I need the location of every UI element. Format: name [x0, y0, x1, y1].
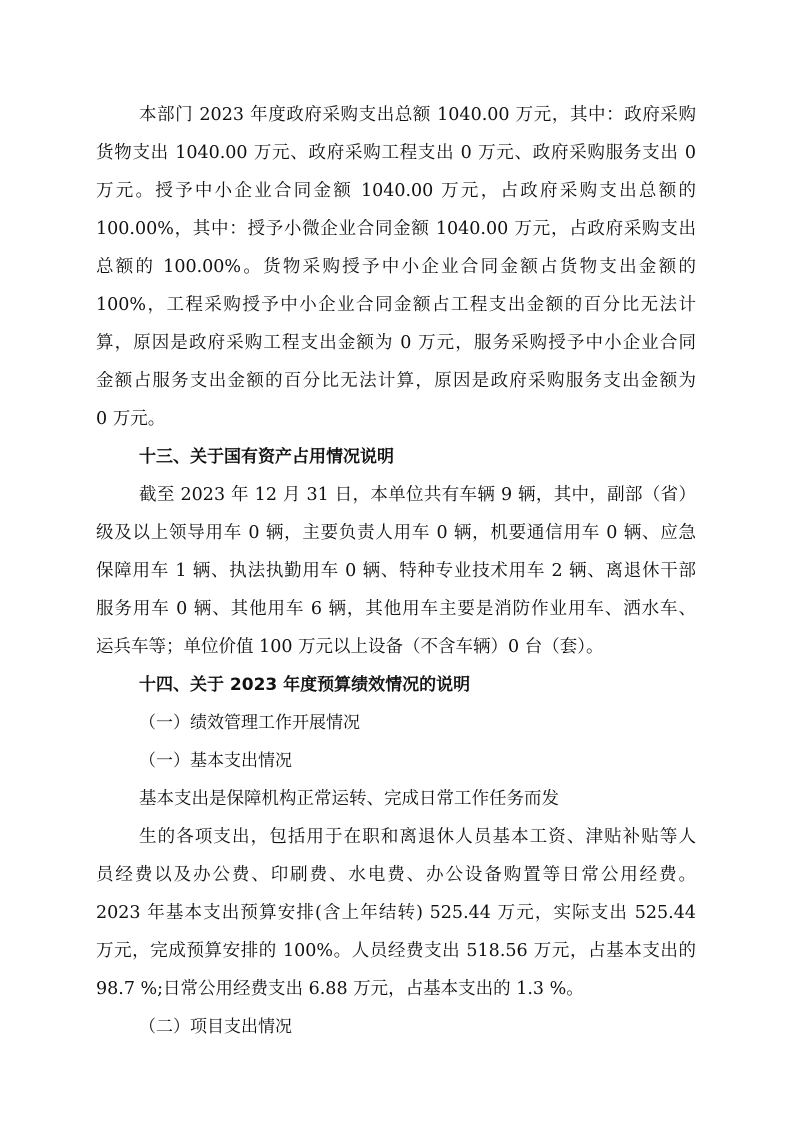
- basic-line-4: 2023 年基本支出预算安排(含上年结转) 525.44 万元，实际支出 525.44: [96, 903, 696, 923]
- section-heading-13: 十三、关于国有资产占用情况说明: [139, 447, 394, 467]
- procurement-line-1: 本部门 2023 年度政府采购支出总额 1040.00 万元，其中：政府采购: [139, 105, 696, 125]
- basic-line-6: 98.7 %;日常公用经费支出 6.88 万元，占基本支出的 1.3 %。: [96, 979, 584, 999]
- procurement-line-4: 100.00%，其中：授予小微企业合同金额 1040.00 万元，占政府采购支出: [96, 219, 696, 239]
- procurement-line-7: 算，原因是政府采购工程支出金额为 0 万元，服务采购授予中小企业合同: [96, 333, 696, 353]
- basic-line-1: 基本支出是保障机构正常运转、完成日常工作任务而发: [139, 789, 559, 809]
- assets-line-4: 服务用车 0 辆、其他用车 6 辆，其他用车主要是消防作业用车、洒水车、: [96, 599, 696, 619]
- basic-line-2: 生的各项支出，包括用于在职和离退休人员基本工资、津贴补贴等人: [139, 827, 696, 847]
- basic-line-3: 员经费以及办公费、印刷费、水电费、办公设备购置等日常公用经费。: [96, 865, 696, 885]
- subheading-performance-management: （一）绩效管理工作开展情况: [139, 713, 360, 733]
- procurement-line-2: 货物支出 1040.00 万元、政府采购工程支出 0 万元、政府采购服务支出 0: [96, 143, 696, 163]
- assets-line-2: 级及以上领导用车 0 辆，主要负责人用车 0 辆，机要通信用车 0 辆、应急: [96, 523, 696, 543]
- assets-line-3: 保障用车 1 辆、执法执勤用车 0 辆、特种专业技术用车 2 辆、离退休干部: [96, 561, 696, 581]
- section-heading-14: 十四、关于 2023 年度预算绩效情况的说明: [139, 675, 471, 695]
- procurement-line-3: 万元。授予中小企业合同金额 1040.00 万元，占政府采购支出总额的: [96, 181, 696, 201]
- basic-line-5: 万元，完成预算安排的 100%。人员经费支出 518.56 万元，占基本支出的: [96, 941, 696, 961]
- procurement-line-8: 金额占服务支出金额的百分比无法计算，原因是政府采购服务支出金额为: [96, 371, 696, 391]
- procurement-line-5: 总额的 100.00%。货物采购授予中小企业合同金额占货物支出金额的: [96, 257, 696, 277]
- assets-line-5: 运兵车等；单位价值 100 万元以上设备（不含车辆）0 台（套）。: [96, 637, 604, 657]
- assets-line-1: 截至 2023 年 12 月 31 日，本单位共有车辆 9 辆，其中，副部（省）: [139, 485, 696, 505]
- procurement-line-6: 100%，工程采购授予中小企业合同金额占工程支出金额的百分比无法计: [96, 295, 696, 315]
- subheading-project-expenditure: （二）项目支出情况: [139, 1017, 292, 1037]
- procurement-line-9: 0 万元。: [96, 409, 166, 429]
- subheading-basic-expenditure: （一）基本支出情况: [139, 751, 292, 771]
